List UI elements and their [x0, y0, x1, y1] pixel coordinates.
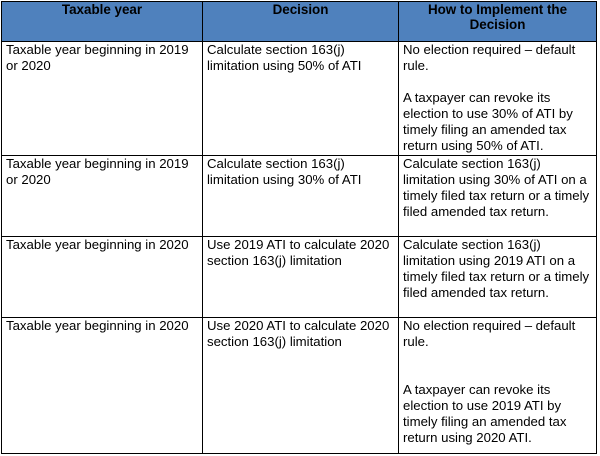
cell-taxable-year: Taxable year beginning in 2019 or 2020 — [2, 156, 203, 237]
cell-how-to-implement — [399, 156, 597, 237]
implementation-text: Calculate section 163(j) limitation using 2019 ATI on a timely filed tax return or a timely filed amended tax return. — [403, 237, 590, 300]
implementation-text: No election required – default rule. — [403, 318, 576, 349]
cell-decision: Use 2019 ATI to calculate 2020 section 163(j) limitation — [203, 237, 399, 318]
cell-how-to-implement — [399, 237, 597, 318]
header-decision: Decision — [203, 2, 399, 42]
table-row — [2, 318, 597, 454]
cell-decision: Calculate section 163(j) limitation using 30% of ATI — [203, 156, 399, 237]
cell-taxable-year: Taxable year beginning in 2020 — [2, 318, 203, 454]
table-row — [2, 237, 597, 318]
header-taxable-year: Taxable year — [2, 2, 203, 42]
table-row — [2, 156, 597, 237]
cell-how-to-implement — [399, 42, 597, 156]
cell-decision: Calculate section 163(j) limitation using 50% of ATI — [203, 42, 399, 156]
implementation-text: A taxpayer can revoke its election to use 2019 ATI by timely filing an amended tax return using 2020 ATI. — [403, 382, 567, 445]
implementation-text: Calculate section 163(j) limitation using 30% of ATI on a timely filed tax return or a timely filed amended tax return. — [403, 156, 590, 219]
election-table — [1, 1, 597, 454]
cell-taxable-year: Taxable year beginning in 2020 — [2, 237, 203, 318]
header-row — [2, 2, 597, 42]
implementation-text: A taxpayer can revoke its election to use 30% of ATI by timely filing an amended tax return using 50% of ATI. — [403, 90, 573, 153]
header-how-to-implement: How to Implement the Decision — [399, 2, 597, 42]
cell-decision: Use 2020 ATI to calculate 2020 section 163(j) limitation — [203, 318, 399, 454]
table-row — [2, 42, 597, 156]
cell-taxable-year: Taxable year beginning in 2019 or 2020 — [2, 42, 203, 156]
implementation-text: No election required – default rule. — [403, 42, 576, 73]
cell-how-to-implement — [399, 318, 597, 454]
